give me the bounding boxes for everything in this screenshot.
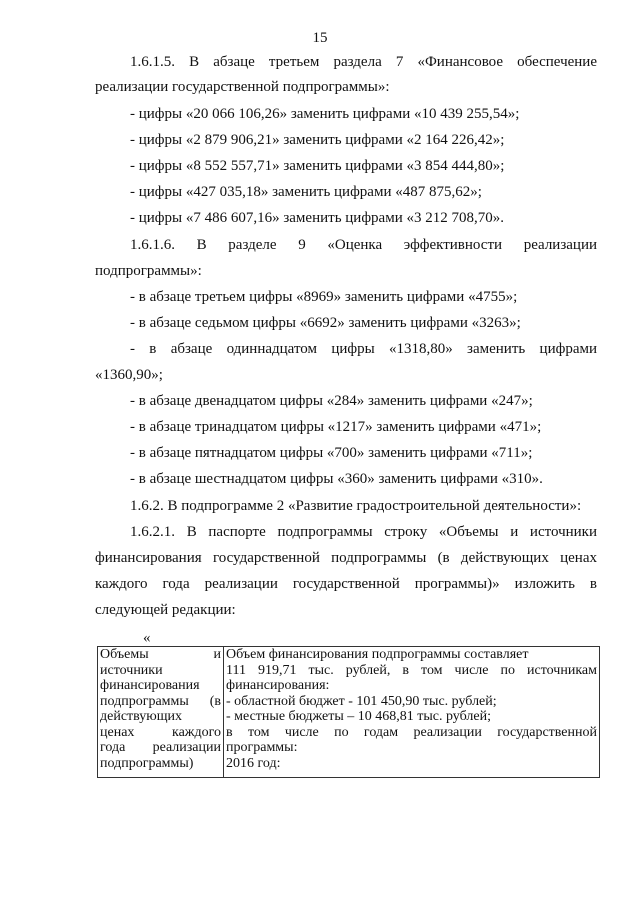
table-cell-line: финансирования:	[226, 678, 330, 693]
table-cell-line: - областной бюджет - 101 450,90 тыс. рублей;	[226, 693, 497, 709]
table-cell-line: Объемы и	[100, 647, 221, 662]
table-cell-line: финансирования	[100, 678, 200, 693]
paragraph-1-6-1-6-line-1: 1.6.1.6. В разделе 9 «Оценка эффективности реализации	[130, 237, 597, 253]
table-cell-line: 2016 год:	[226, 755, 281, 771]
table-cell-line: ценах каждого	[100, 724, 221, 740]
page-number: 15	[312, 30, 328, 46]
table-cell-line: подпрограммы)	[100, 755, 194, 771]
paragraph-1-6-2-1-line-2: финансирования государственной подпрограммы (в действующих ценах	[95, 550, 597, 566]
paragraph-1-6-1-6-line-2: подпрограммы»:	[95, 263, 202, 279]
list-item: - цифры «20 066 106,26» заменить цифрами «10 439 255,54»;	[130, 106, 520, 122]
list-item: - в абзаце седьмом цифры «6692» заменить цифрами «3263»;	[130, 315, 521, 331]
list-item: - в абзаце тринадцатом цифры «1217» заменить цифрами «471»;	[130, 419, 542, 435]
list-item: - цифры «427 035,18» заменить цифрами «487 875,62»;	[130, 184, 482, 200]
table-cell-label	[98, 647, 224, 778]
table-cell-value	[224, 647, 600, 778]
table-cell-line: действующих	[100, 709, 183, 724]
paragraph-1-6-2: 1.6.2. В подпрограмме 2 «Развитие градостроительной деятельности»:	[130, 498, 582, 514]
list-item: - цифры «8 552 557,71» заменить цифрами «3 854 444,80»;	[130, 158, 505, 174]
table-row	[98, 647, 600, 778]
table-cell-line: в том числе по годам реализации государственной	[226, 724, 597, 740]
table-cell-line: программы:	[226, 740, 298, 755]
list-item: - в абзаце третьем цифры «8969» заменить цифрами «4755»;	[130, 289, 518, 305]
table-cell-line: Объем финансирования подпрограммы составляет	[226, 647, 529, 662]
list-item: - в абзаце пятнадцатом цифры «700» заменить цифрами «711»;	[130, 445, 533, 461]
list-item: - в абзаце шестнадцатом цифры «360» заменить цифрами «310».	[130, 471, 543, 487]
table-cell-line: года реализации	[100, 740, 221, 755]
list-item: - цифры «2 879 906,21» заменить цифрами «2 164 226,42»;	[130, 132, 505, 148]
opening-quote-mark: «	[143, 630, 151, 646]
list-item: - в абзаце одиннадцатом цифры «1318,80» заменить цифрами	[130, 341, 597, 357]
paragraph-1-6-1-5-line-2: реализации государственной подпрограммы»:	[95, 79, 390, 95]
paragraph-1-6-2-1-line-4: следующей редакции:	[95, 602, 236, 618]
paragraph-1-6-1-5-line-1: 1.6.1.5. В абзаце третьем раздела 7 «Финансовое обеспечение	[130, 54, 597, 70]
list-item: - цифры «7 486 607,16» заменить цифрами «3 212 708,70».	[130, 210, 504, 226]
financing-table	[97, 646, 600, 778]
paragraph-1-6-2-1-line-1: 1.6.2.1. В паспорте подпрограммы строку «Объемы и источники	[130, 524, 597, 540]
table-cell-line: подпрограммы (в	[100, 693, 221, 709]
table-cell-line: источники	[100, 662, 163, 678]
table-cell-line: - местные бюджеты – 10 468,81 тыс. рублей;	[226, 709, 491, 724]
table-cell-line: 111 919,71 тыс. рублей, в том числе по источникам	[226, 662, 597, 678]
paragraph-1-6-2-1-line-3: каждого года реализации государственной программы)» изложить в	[95, 576, 597, 592]
list-item: - в абзаце двенадцатом цифры «284» заменить цифрами «247»;	[130, 393, 533, 409]
list-item-continuation: «1360,90»;	[95, 367, 163, 383]
